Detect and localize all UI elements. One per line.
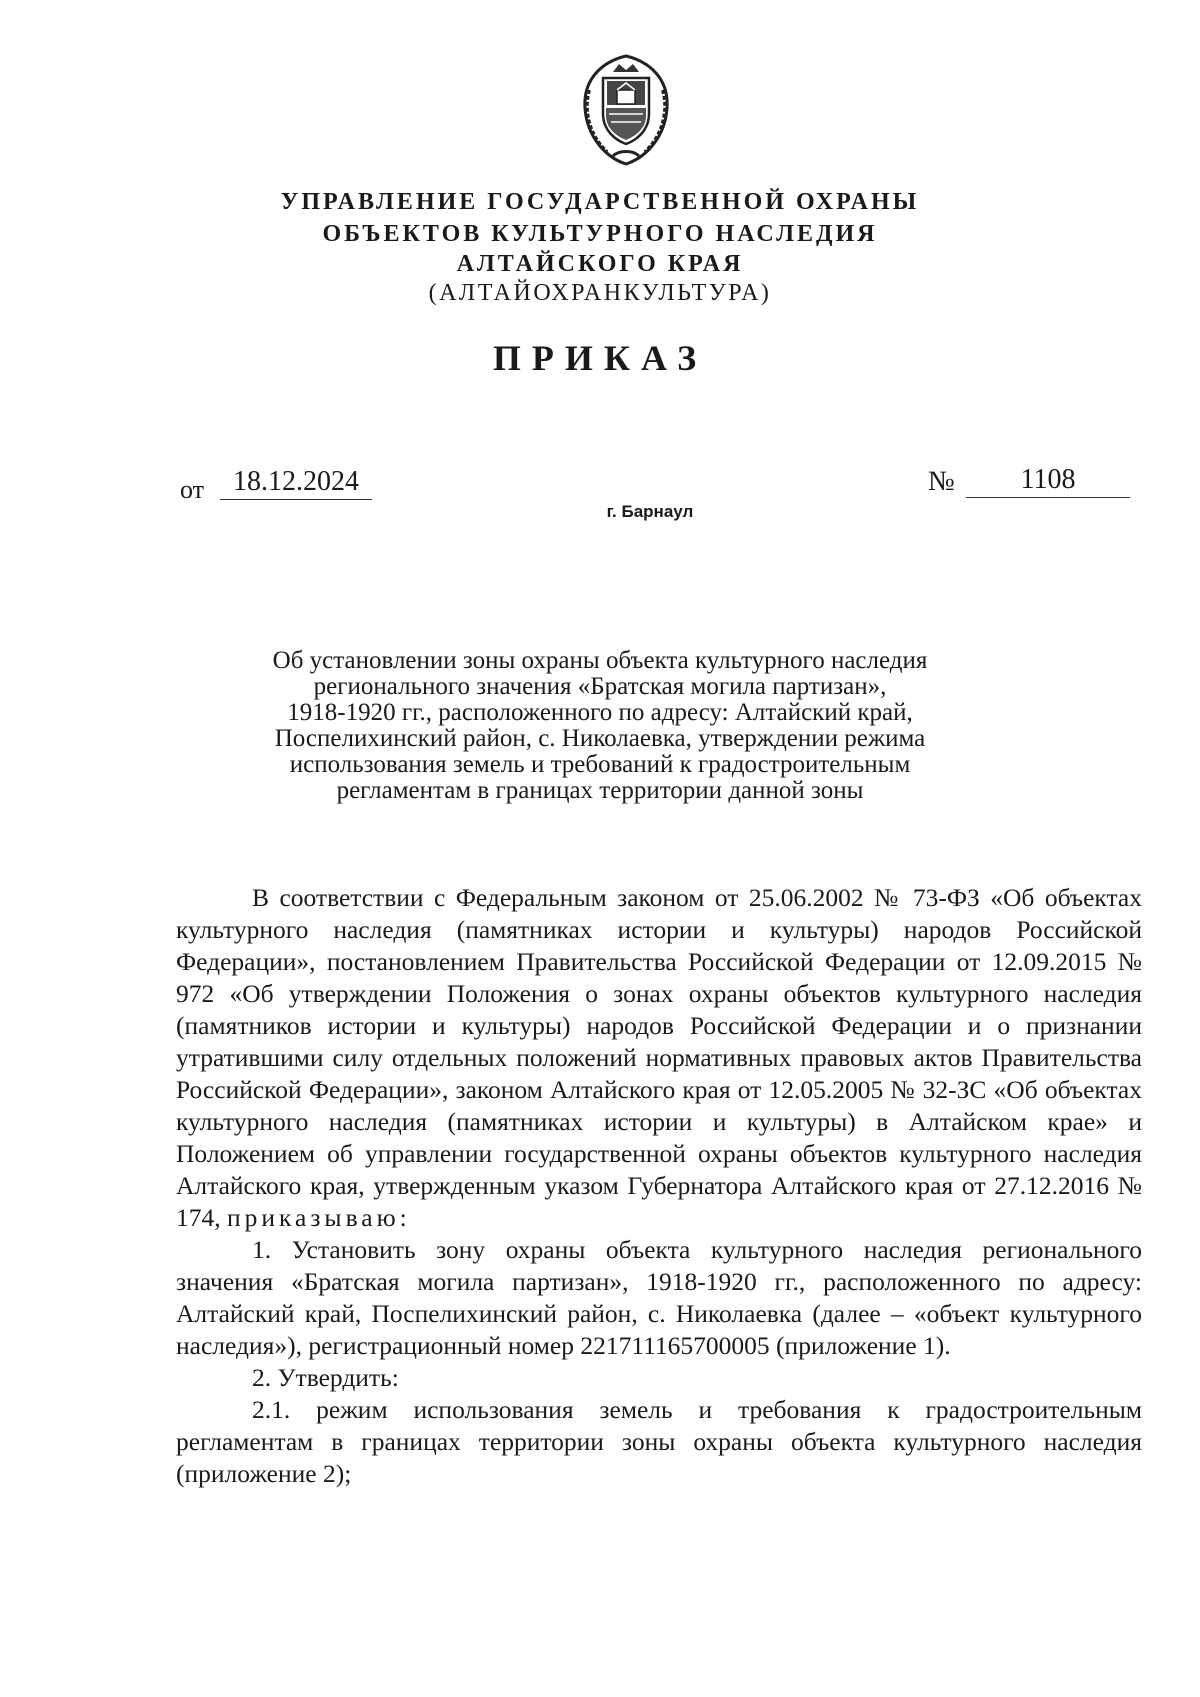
document-date: 18.12.2024 xyxy=(220,468,372,500)
item-2-paragraph: 2. Утвердить: xyxy=(252,1363,399,1392)
item-1-paragraph: 1. Установить зону охраны объекта культурного наследия регионального значения «Братская могила партизан», 1918-1920 гг., расположенного по адресу: Алтайский край, Поспелихинский район, с. Николаевка (далее – «объект культурного наследия»), регистрационный номер 221711165700005 (приложение 1). xyxy=(176,1235,1142,1360)
document-type-title: ПРИКАЗ xyxy=(492,338,708,378)
coat-of-arms-emblem xyxy=(573,50,679,168)
org-name-line-3: АЛТАЙСКОГО КРАЯ xyxy=(456,251,744,277)
city-name: г. Барнаул xyxy=(606,502,694,521)
document-number: 1108 xyxy=(966,466,1130,498)
order-word: приказываю: xyxy=(227,1203,411,1232)
subject-line: регионального значения «Братская могила партизан», xyxy=(313,673,887,700)
preamble-paragraph xyxy=(176,882,1142,1234)
item-2-1-paragraph: 2.1. режим использования земель и требования к градостроительным регламентам в границах территории зоны охраны объекта культурного наследия (приложение 2); xyxy=(176,1395,1142,1488)
date-label: от xyxy=(180,475,205,504)
org-abbreviation: (АЛТАЙОХРАНКУЛЬТУРА) xyxy=(428,280,772,306)
subject-line: Об установлении зоны охраны объекта культурного наследия xyxy=(272,647,928,674)
document-subject xyxy=(200,648,1000,804)
preamble-text: В соответствии с Федеральным законом от 25.06.2002 № 73-ФЗ «Об объектах культурного наследия (памятниках истории и культуры) народов Российской Федерации», постановлением Правительства Российской Федерации от 12.09.2015 № 972 «Об утверждении Положения о зонах охраны объектов культурного наследия (памятников истории и культуры) народов Российской Федерации и о признании утратившими силу отдельных положений нормативных правовых актов Правительства Российской Федерации», законом Алтайского края от 12.05.2005 № 32-ЗС «Об объектах культурного наследия (памятниках истории и культуры) в Алтайском крае» и Положением об управлении государственной охраны объектов культурного наследия Алтайского края, утвержденным указом Губернатора Алтайского края от 27.12.2016 № 174, xyxy=(176,883,1142,1232)
org-name-line-1: УПРАВЛЕНИЕ ГОСУДАРСТВЕННОЙ ОХРАНЫ xyxy=(280,189,920,215)
subject-line: 1918-1920 гг., расположенного по адресу: Алтайский край, xyxy=(287,699,913,726)
subject-line: Поспелихинский район, с. Николаевка, утверждении режима xyxy=(274,725,926,752)
subject-line: регламентам в границах территории данной зоны xyxy=(336,777,864,804)
number-label: № xyxy=(928,466,955,497)
subject-line: использования земель и требований к градостроительным xyxy=(289,751,911,778)
org-name-line-2: ОБЪЕКТОВ КУЛЬТУРНОГО НАСЛЕДИЯ xyxy=(322,221,878,247)
document-body xyxy=(176,882,1142,1490)
